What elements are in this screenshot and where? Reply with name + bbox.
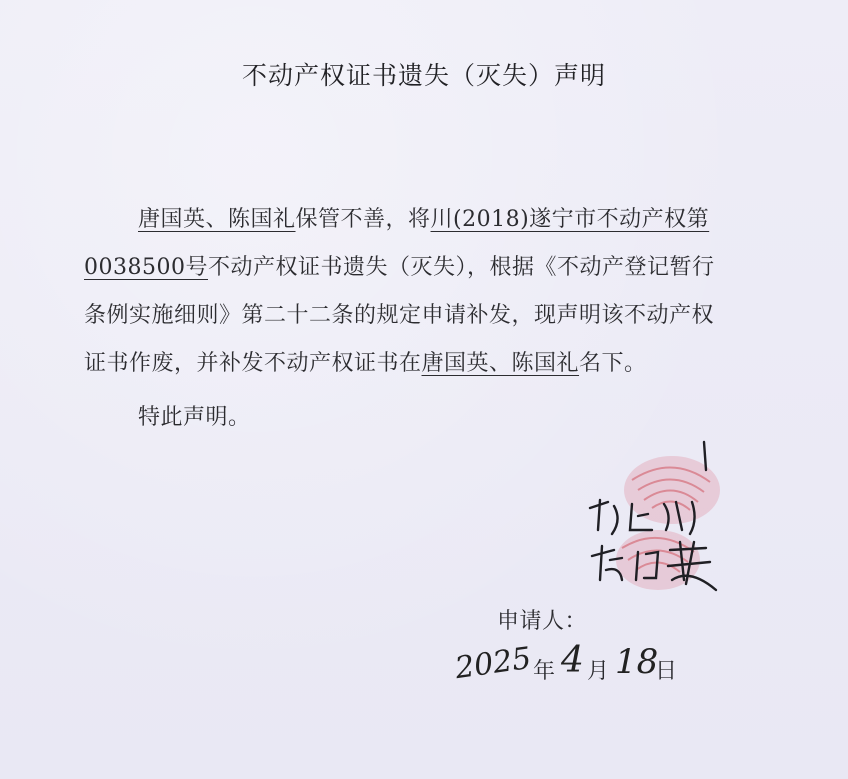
date-month: 4	[561, 640, 584, 681]
body-text-segment: 证书作废，并补发不动产权证书在	[84, 351, 422, 376]
certificate-number-part-1: 川(2018)遂宁市不动产权第	[430, 207, 710, 232]
date-day-unit: 日	[655, 659, 678, 684]
fingerprint-signature-block	[560, 430, 750, 610]
date-year-unit: 年	[533, 659, 556, 684]
owner-names-reissue: 唐国英、陈国礼	[421, 351, 580, 376]
applicant-label: 申请人：	[497, 609, 588, 634]
body-text-segment: 不动产权证书遗失（灭失），根据《不动产登记暂行	[207, 255, 715, 280]
date-month-unit: 月	[587, 659, 610, 684]
body-text-segment: 名下。	[579, 351, 647, 376]
body-line-4	[84, 340, 764, 388]
certificate-number-part-2: 0038500号	[84, 255, 208, 280]
owner-names: 唐国英、陈国礼	[138, 207, 296, 232]
body-text-segment: 保管不善，将	[295, 207, 431, 232]
date-day: 18	[615, 642, 659, 682]
body-line-1	[84, 196, 764, 244]
body-line-3: 条例实施细则》第二十二条的规定申请补发，现声明该不动产权	[84, 303, 715, 328]
document-title: 不动产权证书遗失（灭失）声明	[241, 61, 606, 90]
date-year: 2025	[452, 640, 534, 687]
closing-statement: 特此声明。	[138, 405, 251, 430]
body-line-2	[84, 244, 764, 292]
declaration-body	[84, 196, 764, 388]
